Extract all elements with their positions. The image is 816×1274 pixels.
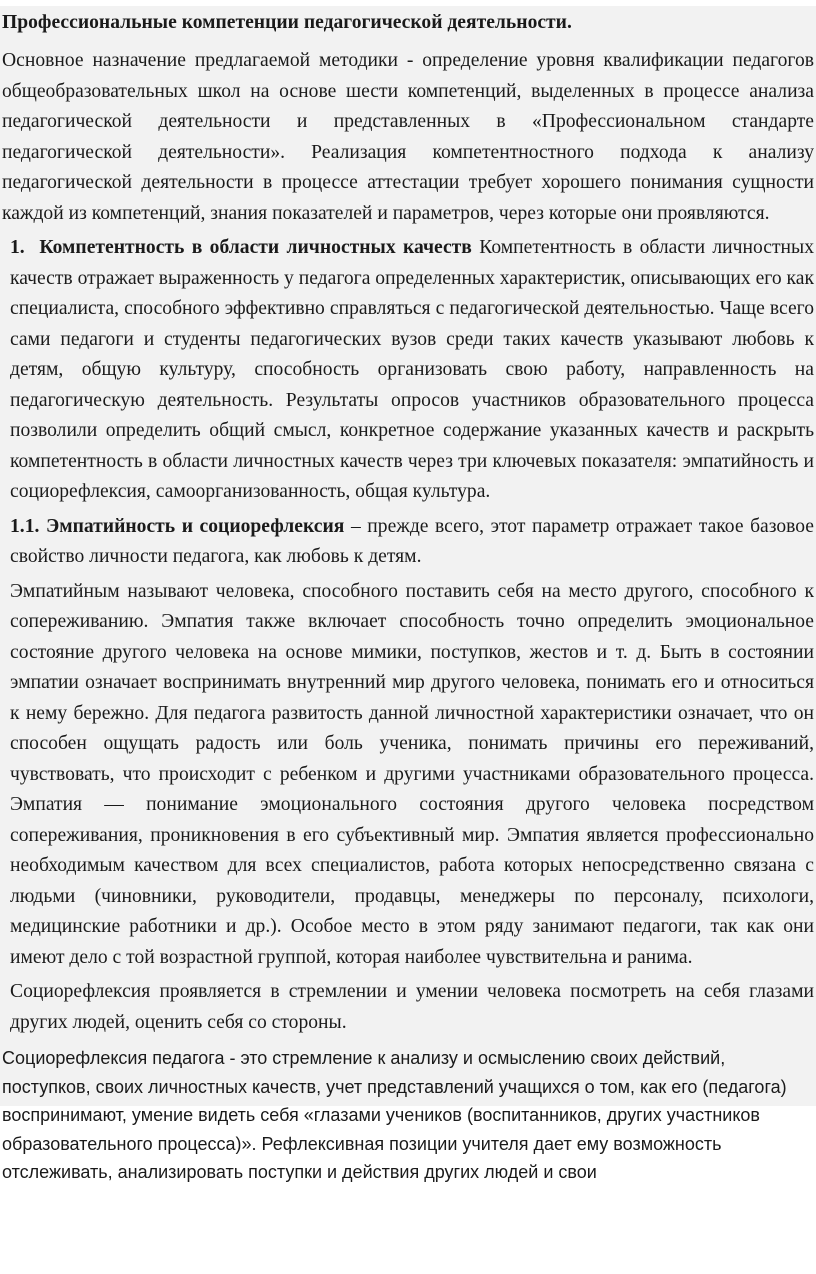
section-1-paragraph (0, 233, 816, 508)
section-1-1-text: – прежде всего, этот параметр отражает такое базовое свойство личности педагога, как любовь к детям. (10, 515, 815, 567)
teacher-reflexion-paragraph: Социорефлексия педагога - это стремление к анализу и осмыслению своих действий, поступков, своих личностных качеств, учет представлений учащихся о том, как его (педагога) воспринимают, умение видеть себя «глазами учеников (воспитанников, других участников образовательного процесса)». Рефлексивная позиции учителя дает ему возможность отслеживать, анализировать поступки и действия других людей и свои (2, 1048, 787, 1182)
section-1-1-heading: Эмпатийность и социорефлексия (45, 515, 345, 537)
document-body (0, 8, 816, 1187)
socioreflexion-paragraph: Социорефлексия проявляется в стремлении и умении человека посмотреть на себя глазами других людей, оценить себя со стороны. (10, 981, 814, 1033)
section-1-number: 1. (10, 237, 25, 258)
intro-paragraph: Основное назначение предлагаемой методики - определение уровня квалификации педагогов общеобразовательных школ на основе шести компетенций, выделенных в процессе анализа педагогической деятельности и представленных в «Профессиональном стандарте педагогической деятельности». Реализация компетентностного подхода к анализу педагогической деятельности в процессе аттестации требует хорошего понимания сущности каждой из компетенций, знания показателей и параметров, через которые они проявляются. (2, 50, 814, 224)
empathy-paragraph: Эмпатийным называют человека, способного поставить себя на место другого, способного к сопереживанию. Эмпатия также включает способность точно определить эмоциональное состояние другого человека на основе мимики, поступков, жестов и т. д. Быть в состоянии эмпатии означает воспринимать внутренний мир другого человека, понимать его и относиться к нему бережно. Для педагога развитость данной личностной характеристики означает, что он способен ощущать радость или боль ученика, понимать причины его переживаний, чувствовать, что происходит с ребенком и другими участниками образовательного процесса. Эмпатия — понимание эмоционального состояния другого человека посредством сопереживания, проникновения в его субъективный мир. Эмпатия является профессионально необходимым качеством для всех специалистов, работа которых непосредственно связана с людьми (чиновники, руководители, продавцы, менеджеры по персоналу, психологи, медицинские работники и др.). Особое место в этом ряду занимают педагоги, так как они имеют дело с той возрастной группой, которая наиболее чувствительна и ранима. (10, 580, 814, 968)
section-1-text: Компетентность в области личностных качеств отражает выраженность у педагога определенных характеристик, описывающих его как специалиста, способного эффективно справляться с педагогической деятельностью. Чаще всего сами педагоги и студенты педагогических вузов среди таких качеств указывают любовь к детям, общую культуру, способность организовать свою работу, направленность на педагогическую деятельность. Результаты опросов участников образовательного процесса позволили определить общий смысл, конкретное содержание указанных качеств и раскрыть компетентность в области личностных качеств через три ключевых показателя: эмпатийность и социорефлексия, самоорганизованность, общая культура. (10, 237, 815, 502)
section-1-1-number: 1.1. (10, 515, 40, 537)
document-title: Профессиональные компетенции педагогической деятельности. (2, 12, 572, 33)
section-1-1-paragraph (0, 512, 816, 573)
section-1-heading: Компетентность в области личностных качеств (39, 237, 472, 258)
